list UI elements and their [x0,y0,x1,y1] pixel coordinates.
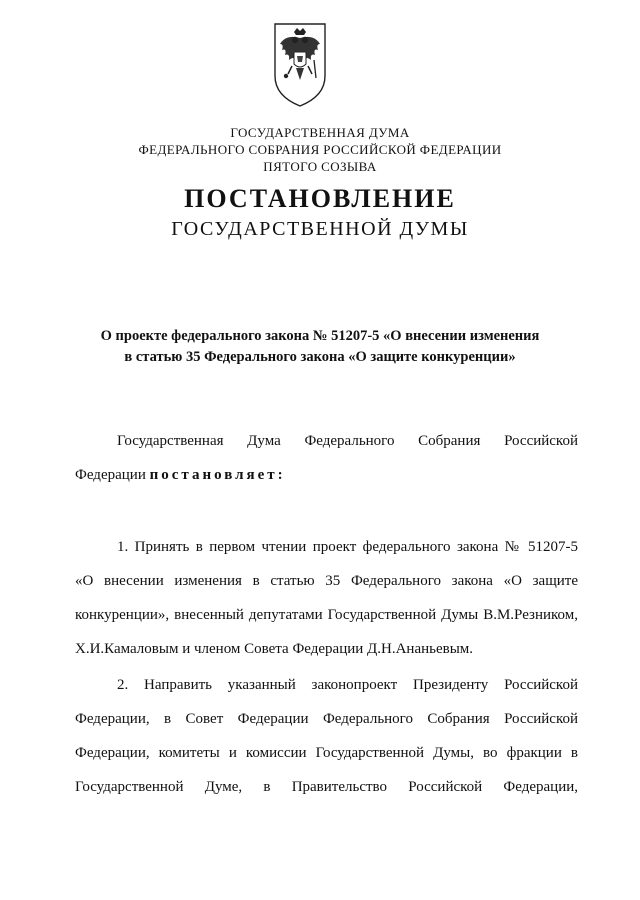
document-subject [0,326,640,368]
item2-line-1: 2. Направить указанный законопроект Президенту Российской [117,677,578,693]
resolution-item-2 [75,668,578,804]
subject-line-1: О проекте федерального закона № 51207-5 «О внесении изменения [100,328,540,344]
preamble-line-1: Государственная Дума Федерального Собрания Российской [117,433,578,449]
header-line-convocation: ПЯТОГО СОЗЫВА [263,159,377,174]
item1-line-2: «О внесении изменения в статью 35 Федерального закона «О защите [75,573,578,589]
item1-line-1: 1. Принять в первом чтении проект федерального закона № 51207-5 [117,539,578,555]
item2-line-2: Федерации, в Совет Федерации Федерального Собрания Российской [75,711,578,727]
item1-line-3: конкуренции», внесенный депутатами Государственной Думы В.М.Резником, [75,607,578,623]
preamble-line-2 [75,458,578,492]
coat-of-arms-icon [272,20,328,108]
header-line-assembly: ФЕДЕРАЛЬНОГО СОБРАНИЯ РОССИЙСКОЙ ФЕДЕРАЦИИ [138,142,502,157]
preamble-prefix: Федерации [75,467,150,483]
subject-line-2: в статью 35 Федерального закона «О защите конкуренции» [124,349,516,365]
preamble [75,424,578,492]
document-title: ПОСТАНОВЛЕНИЕ [184,184,456,213]
item1-line-4: Х.И.Камаловым и членом Совета Федерации Д.Н.Ананьевым. [75,641,474,657]
document-subtitle: ГОСУДАРСТВЕННОЙ ДУМЫ [171,218,469,240]
preamble-resolves: постановляет: [149,467,286,483]
header-line-chamber: ГОСУДАРСТВЕННАЯ ДУМА [230,125,410,140]
item2-line-4: Государственной Думе, в Правительство Российской Федерации, [75,779,578,795]
resolution-item-1 [75,530,578,666]
item2-line-3: Федерации, комитеты и комиссии Государственной Думы, во фракции в [75,745,578,761]
